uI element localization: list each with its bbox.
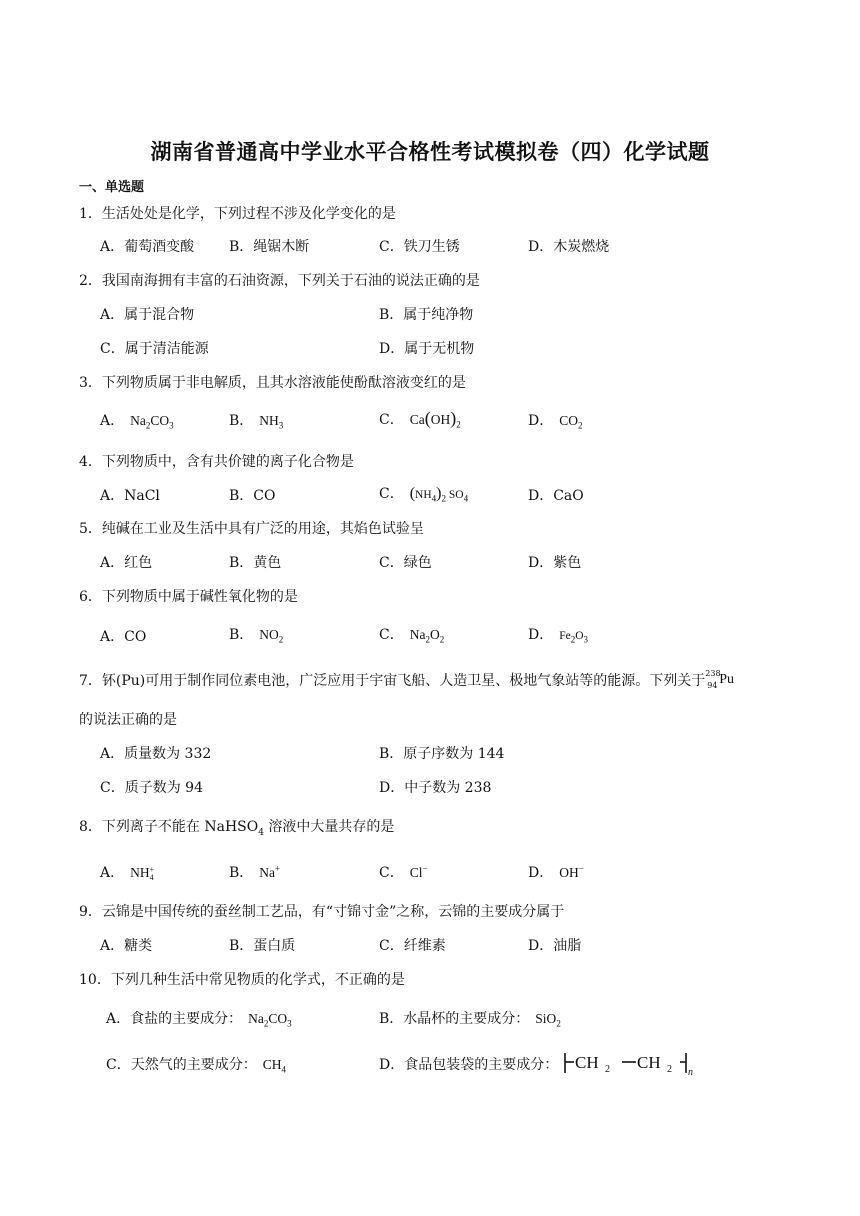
formula-fe2o3: $Fe_2O_3$ — [559, 630, 589, 645]
question-2-stem: 2．我国南海拥有丰富的石油资源，下列关于石油的说法正确的是 — [79, 273, 480, 289]
formula-ch4: $CH_4$ — [262, 1057, 286, 1075]
q6-option-c: C． $Na_2O_2$ — [379, 627, 445, 645]
isotope-pu-238: 238 94 Pu — [705, 669, 735, 690]
q5-option-a: A．红色 — [100, 555, 153, 571]
svg-text:2: 2 — [605, 1064, 611, 1075]
q7-option-d: D．中子数为 238 — [379, 780, 492, 796]
svg-text:CH: CH — [575, 1053, 599, 1072]
q4-option-d: D．CaO — [528, 488, 584, 504]
question-7-stem: 7．钚(Pu)可用于制作同位素电池，广泛应用于宇宙飞船、人造卫星、极地气象站等的能源。下列关于 238 94 Pu — [79, 670, 739, 691]
q4-option-c: C． $(NH_4)_2$ $SO_4$ — [379, 485, 469, 504]
question-5-stem: 5．纯碱在工业及生活中具有广泛的用途，其焰色试验呈 — [79, 521, 424, 537]
q2-option-c: C．属于清洁能源 — [100, 341, 209, 357]
q3-option-b: B． $NH_3$ — [229, 413, 284, 431]
formula-sio2: SiO$_2$ — [535, 1011, 561, 1029]
formula-na-plus: Na+ — [259, 863, 281, 880]
q5-option-b: B．黄色 — [229, 555, 282, 571]
svg-text:2: 2 — [667, 1064, 673, 1075]
formula-oh-minus: OH− — [559, 863, 584, 880]
q7-option-b: B．原子序数为 144 — [379, 746, 505, 762]
formula-na2co3: $Na_2CO_3$ — [130, 413, 174, 431]
q9-option-d: D．油脂 — [528, 938, 582, 954]
q3-option-d: D． $CO_2$ — [528, 413, 583, 431]
formula-no2: $NO_2$ — [259, 627, 284, 645]
q2-option-d: D．属于无机物 — [379, 341, 475, 357]
q1-option-d: D．木炭燃烧 — [528, 239, 610, 255]
q7-option-a: A．质量数为 332 — [100, 746, 212, 762]
q6-option-a: A．CO — [100, 629, 147, 645]
svg-text:n: n — [688, 1067, 694, 1078]
question-6-stem: 6．下列物质中属于碱性氧化物的是 — [79, 589, 298, 605]
q7-option-c: C．质子数为 94 — [100, 780, 203, 796]
formula-na2co3: $Na_2CO_3$ — [248, 1011, 292, 1029]
q4-option-b: B．CO — [229, 488, 276, 504]
q5-option-d: D．紫色 — [528, 555, 582, 571]
q9-option-b: B．蛋白质 — [229, 938, 296, 954]
question-4-stem: 4．下列物质中，含有共价键的离子化合物是 — [79, 454, 354, 470]
q6-option-d: D． $Fe_2O_3$ — [528, 627, 589, 645]
q2-option-a: A．属于混合物 — [100, 307, 195, 323]
q5-option-c: C．绿色 — [379, 555, 432, 571]
q10-option-d: D．食品包装袋的主要成分： CH 2 CH 2 n — [379, 1048, 698, 1082]
q8-option-c: C． Cl− — [379, 863, 428, 881]
page-title: 湖南省普通高中学业水平合格性考试模拟卷（四）化学试题 — [150, 140, 710, 164]
formula-co2: $CO_2$ — [559, 413, 583, 431]
q3-option-a: A． $Na_2CO_3$ — [100, 413, 174, 431]
q2-option-b: B．属于纯净物 — [379, 307, 474, 323]
polyethylene-formula — [562, 1048, 698, 1082]
formula-nh4-plus: NH + 4 — [130, 864, 155, 882]
q10-option-b: B．水晶杯的主要成分： SiO$_2$ — [379, 1011, 561, 1029]
q9-option-a: A．糖类 — [100, 938, 153, 954]
q9-option-c: C．纤维素 — [379, 938, 446, 954]
q8-option-a: A． NH + 4 — [100, 864, 155, 882]
formula-nh3: $NH_3$ — [259, 413, 284, 431]
formula-nh4-2so4: $(NH_4)_2$ $SO_4$ — [409, 485, 469, 504]
question-8-stem: 8．下列离子不能在 NaHSO$_4$ 溶液中大量共存的是 — [79, 819, 395, 838]
q8-option-b: B． Na+ — [229, 863, 281, 881]
question-1-stem: 1．生活处处是化学，下列过程不涉及化学变化的是 — [79, 206, 396, 222]
question-10-stem: 10．下列几种生活中常见物质的化学式，不正确的是 — [79, 972, 405, 988]
q10-option-a: A．食盐的主要成分： $Na_2CO_3$ — [106, 1011, 292, 1029]
formula-caoh2: $Ca(OH)_2$ — [409, 408, 461, 430]
svg-text:CH: CH — [637, 1053, 661, 1072]
formula-cl-minus: Cl− — [409, 863, 428, 880]
question-3-stem: 3．下列物质属于非电解质，且其水溶液能使酚酞溶液变红的是 — [79, 375, 466, 391]
section-heading: 一、单选题 — [79, 180, 145, 195]
q3-option-c: C． $Ca(OH)_2$ — [379, 408, 461, 430]
question-7-stem-continued: 的说法正确的是 — [79, 712, 177, 728]
q6-option-b: B． $NO_2$ — [229, 627, 284, 645]
q1-option-c: C．铁刀生锈 — [379, 239, 460, 255]
q8-option-d: D． OH− — [528, 863, 584, 881]
q1-option-b: B．绳锯木断 — [229, 239, 310, 255]
question-9-stem: 9．云锦是中国传统的蚕丝制工艺品，有“寸锦寸金”之称，云锦的主要成分属于 — [79, 904, 565, 920]
q4-option-a: A．NaCl — [100, 488, 160, 504]
formula-na2o2: $Na_2O_2$ — [409, 627, 445, 645]
q1-option-a: A．葡萄酒变酸 — [100, 239, 195, 255]
q10-option-c: C．天然气的主要成分： $CH_4$ — [106, 1057, 286, 1075]
